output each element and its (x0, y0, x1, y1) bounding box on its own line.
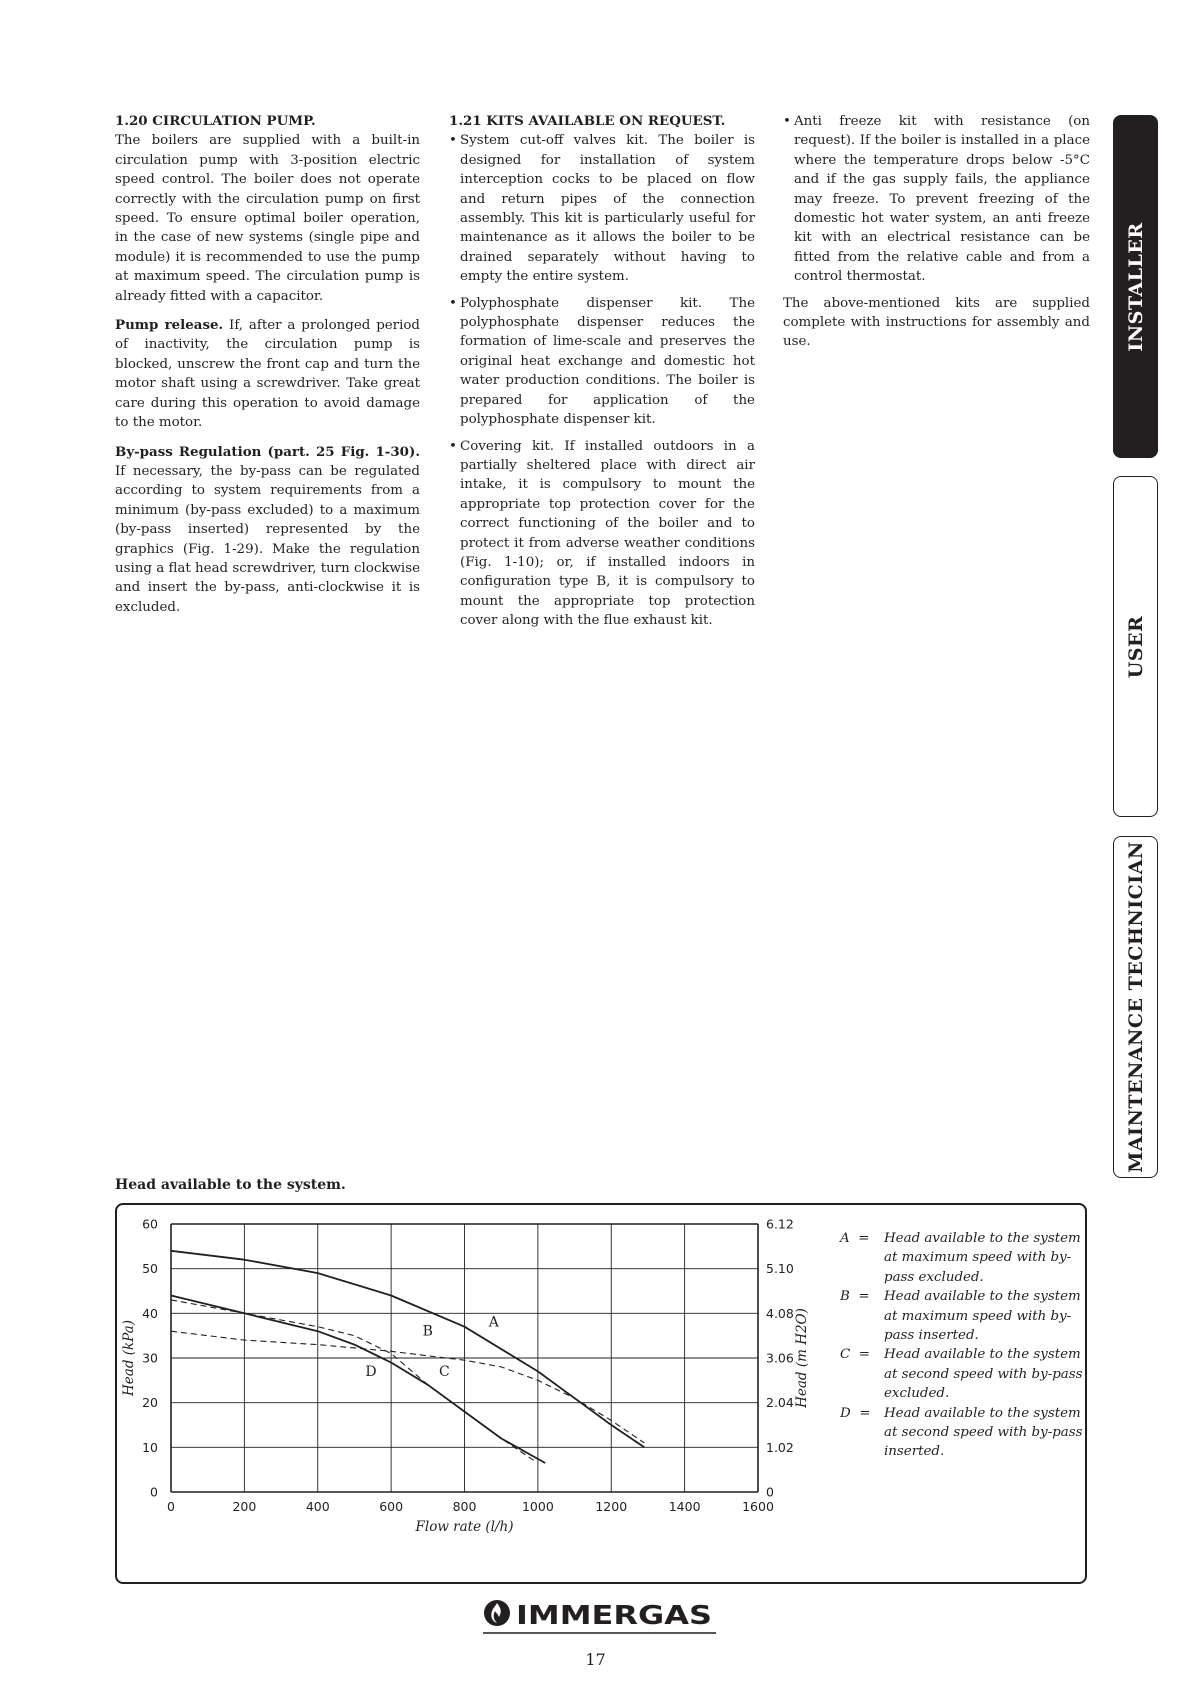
kits-closing: The above-mentioned kits are supplied complete with instructions for assembly and use. (783, 295, 1090, 350)
x-tick-label: 1000 (521, 1499, 554, 1514)
x-tick-label: 600 (379, 1499, 404, 1514)
pump-release-paragraph (115, 316, 420, 432)
page-number: 17 (585, 1650, 606, 1669)
y-tick-label: 40 (142, 1305, 158, 1321)
chart-legend (840, 1229, 1085, 1462)
list-item: • Polyphosphate dispenser kit. The polyphosphate dispenser reduces the formation of lime-scale and preserves the original heat exchange and domestic hot water production conditions. The boiler is prepared for application of the polyphosphate dispenser kit. (449, 294, 755, 430)
y-right-tick-label: 5.10 (766, 1261, 794, 1277)
y-right-tick-label: 4.08 (766, 1305, 794, 1321)
tab-installer-label: INSTALLER (1124, 221, 1147, 352)
section-heading: 1.20 CIRCULATION PUMP. (115, 113, 316, 129)
flame-icon (484, 1600, 510, 1626)
x-tick-label: 200 (232, 1499, 257, 1514)
y-right-tick-label: 2.04 (766, 1395, 794, 1411)
series-curve-d (171, 1300, 534, 1461)
curve-label-b: B (422, 1323, 433, 1340)
legend-item (840, 1345, 1085, 1403)
kits-list (449, 131, 755, 630)
legend-text: Head available to the system at maximum speed with by-pass excluded. (884, 1231, 1081, 1285)
legend-key: D = (840, 1405, 871, 1421)
x-tick-label: 400 (305, 1499, 330, 1514)
tab-installer[interactable] (1113, 115, 1158, 458)
list-item: • Anti freeze kit with resistance (on request). If the boiler is installed in a place where the temperature drops below -5°C and if the gas supply fails, the appliance may freeze. To prevent freezing of the domestic hot water system, an anti freeze kit with an electrical resistance can be fitted from the relative cable and from a control thermostat. (783, 112, 1090, 287)
legend-item (840, 1287, 1085, 1345)
figure-title: Head available to the system. (115, 1177, 346, 1193)
x-tick-label: 800 (452, 1499, 477, 1514)
legend-key: B = (840, 1289, 870, 1305)
legend-key: A = (840, 1231, 870, 1246)
curve-label-c: C (438, 1363, 450, 1380)
y-right-tick-label: 6.12 (766, 1216, 794, 1232)
y-tick-label: 0 (150, 1484, 158, 1500)
y-right-tick-label: 1.02 (766, 1439, 794, 1455)
brand-wordmark: IMMERGAS (516, 1601, 712, 1631)
list-item: • System cut-off valves kit. The boiler is designed for installation of system interception cocks to be placed on flow and return pipes of the connection assembly. This kit is particularly useful for maintenance as it allows the boiler to be drained separately without having to empty the entire system. (449, 131, 755, 286)
y-right-tick-label: 3.06 (766, 1350, 794, 1366)
x-tick-label: 1600 (742, 1499, 774, 1514)
tab-maintenance-label: MAINTENANCE TECHNICIAN (1124, 841, 1147, 1173)
series-curve-b (171, 1331, 644, 1443)
legend-text: Head available to the system at second speed with by-pass excluded. (884, 1347, 1083, 1402)
pump-paragraph: The boilers are supplied with a built-in circulation pump with 3-position electric speed control. The boiler does not operate correctly with the circulation pump on first speed. To ensure optimal boiler operation, in the case of new systems (single pipe and module) it is recommended to use the pump at maximum speed. The circulation pump is already fitted with a capacitor. (115, 133, 420, 304)
curve-label-a: A (488, 1314, 499, 1331)
y-right-axis-label: Head (m H2O) (794, 1308, 810, 1408)
y-tick-label: 60 (142, 1216, 158, 1232)
list-item: • Covering kit. If installed outdoors in a partially sheltered place with direct air intake, it is compulsory to mount the appropriate top protection cover for the correct functioning of the boiler and to protect it from adverse weather conditions (Fig. 1-10); or, if installed indoors in configuration type B, it is compulsory to mount the appropriate top protection cover along with the flue exhaust kit. (449, 437, 755, 631)
pump-release-label: Pump release. (115, 317, 224, 334)
legend-text: Head available to the system at second speed with by-pass inserted. (884, 1405, 1083, 1460)
curve-label-d: D (365, 1363, 377, 1380)
section-kits-continued (783, 112, 1090, 362)
x-tick-label: 1200 (595, 1499, 628, 1514)
y-axis-label: Head (kPa) (121, 1320, 137, 1396)
tab-user-label: USER (1124, 615, 1147, 678)
immergas-logo (480, 1595, 720, 1637)
bypass-paragraph (115, 443, 420, 618)
bypass-text: If necessary, the by-pass can be regulated according to system requirements from a minimum (by-pass excluded) to a maximum (by-pass inserted) represented by the graphics (Fig. 1-29). Make the regulation using a flat head screwdriver, turn clockwise and insert the by-pass, anti-clockwise it is excluded. (115, 463, 421, 615)
legend-key: C = (840, 1347, 870, 1363)
tab-user[interactable] (1113, 476, 1158, 817)
pump-release-text: If, after a prolonged period of inactivity, the circulation pump is blocked, unscrew the front cap and turn the motor shaft using a screwdriver. Take great care during this operation to avoid damage to the motor. (115, 318, 421, 431)
bypass-label: By-pass Regulation (part. 25 Fig. 1-30). (115, 443, 420, 460)
y-tick-label: 20 (142, 1395, 158, 1411)
legend-text: Head available to the system at maximum speed with by-pass inserted. (884, 1289, 1081, 1344)
y-tick-label: 30 (142, 1350, 158, 1366)
section-circulation-pump (115, 112, 420, 627)
series-curve-a (171, 1251, 644, 1448)
y-right-tick-label: 0 (766, 1484, 774, 1500)
legend-item (840, 1229, 1085, 1287)
section-kits (449, 112, 755, 638)
x-tick-label: 1400 (668, 1499, 701, 1514)
legend-item (840, 1404, 1085, 1462)
x-tick-label: 0 (167, 1499, 175, 1514)
tab-maintenance-technician[interactable] (1113, 836, 1158, 1178)
section-heading: 1.21 KITS AVAILABLE ON REQUEST. (449, 113, 726, 129)
kits-list (783, 112, 1090, 287)
y-tick-label: 10 (142, 1439, 158, 1455)
x-axis-label: Flow rate (l/h) (415, 1519, 514, 1535)
y-tick-label: 50 (142, 1261, 158, 1277)
